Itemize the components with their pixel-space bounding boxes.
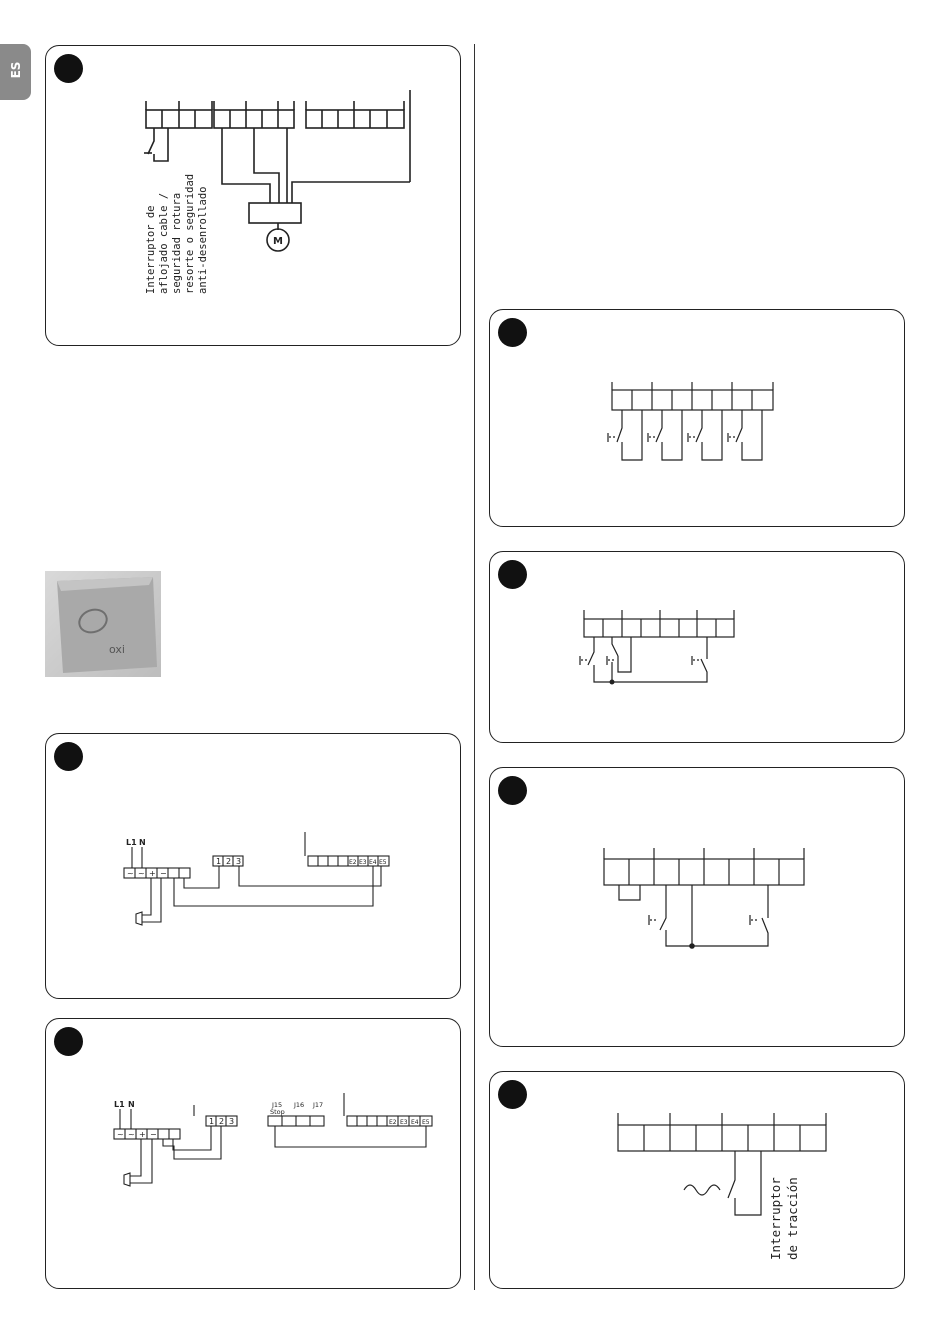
annotation-line-2: aflojado cable / [158,192,170,294]
receiver-device-illustration [45,571,161,677]
svg-text:oxi: oxi [109,643,125,656]
cable-switch-diagram [46,46,462,347]
terminal-e5: E5 [379,859,387,866]
terminal-e2: E2 [389,1119,397,1126]
receiver-device-photo [45,571,161,677]
supply-l1-label: L1 [114,1100,125,1109]
terminal-e4: E4 [411,1119,419,1126]
terminal-2: 2 [219,1117,225,1126]
figure-cable-switch [45,45,461,346]
terminal-tilde-1: ~ [127,869,134,878]
terminal-e2: E2 [349,859,357,866]
terminal-1: 1 [209,1117,215,1126]
flashing-light-wiring-diagram [46,734,462,1000]
flashing-light-stop-wiring-diagram [46,1019,462,1290]
terminal-minus: − [160,869,167,878]
terminal-j16: J16 [294,1101,305,1109]
stop-label: Stop [270,1108,285,1116]
figure-flashing-light-single [45,733,461,999]
terminal-plus: + [149,869,156,878]
figure-flashing-light-stop [45,1018,461,1289]
terminal-1: 1 [216,857,222,866]
terminal-minus: − [150,1130,157,1139]
column-divider [474,44,475,1290]
two-contacts-diagram [490,768,906,1048]
figure-traction-switch [489,1071,905,1289]
four-contacts-diagram [490,310,906,528]
terminal-j15: J15 [272,1101,283,1109]
terminal-e4: E4 [369,859,377,866]
terminal-e3: E3 [400,1119,408,1126]
figure-two-contacts [489,767,905,1047]
terminal-3: 3 [229,1117,235,1126]
figure-parallel-contacts [489,551,905,743]
parallel-contacts-diagram [490,552,906,744]
supply-l1-label: L1 [126,838,137,847]
terminal-plus: + [139,1130,146,1139]
figure-four-contacts [489,309,905,527]
terminal-2: 2 [226,857,232,866]
terminal-tilde-2: ~ [128,1130,135,1139]
terminal-tilde-2: ~ [138,869,145,878]
traction-switch-diagram [490,1072,906,1290]
terminal-tilde-1: ~ [117,1130,124,1139]
annotation-line-1: Interruptor de [145,205,157,294]
annotation-line-5: anti-desenrollado [197,186,209,294]
supply-n-label: N [139,838,146,847]
terminal-e3: E3 [359,859,367,866]
terminal-j17: J17 [313,1101,324,1109]
motor-label: M [273,236,283,247]
annotation-line-4: resorte o seguridad [184,173,196,294]
annotation-line-3: seguridad rotura [171,192,183,294]
language-tab-label: ES [9,61,23,79]
supply-n-label: N [128,1100,135,1109]
terminal-e5: E5 [422,1119,430,1126]
annotation-line-1: Interruptor [768,1177,783,1260]
language-tab [0,44,31,100]
terminal-3: 3 [236,857,242,866]
annotation-line-2: de tracción [785,1177,800,1260]
